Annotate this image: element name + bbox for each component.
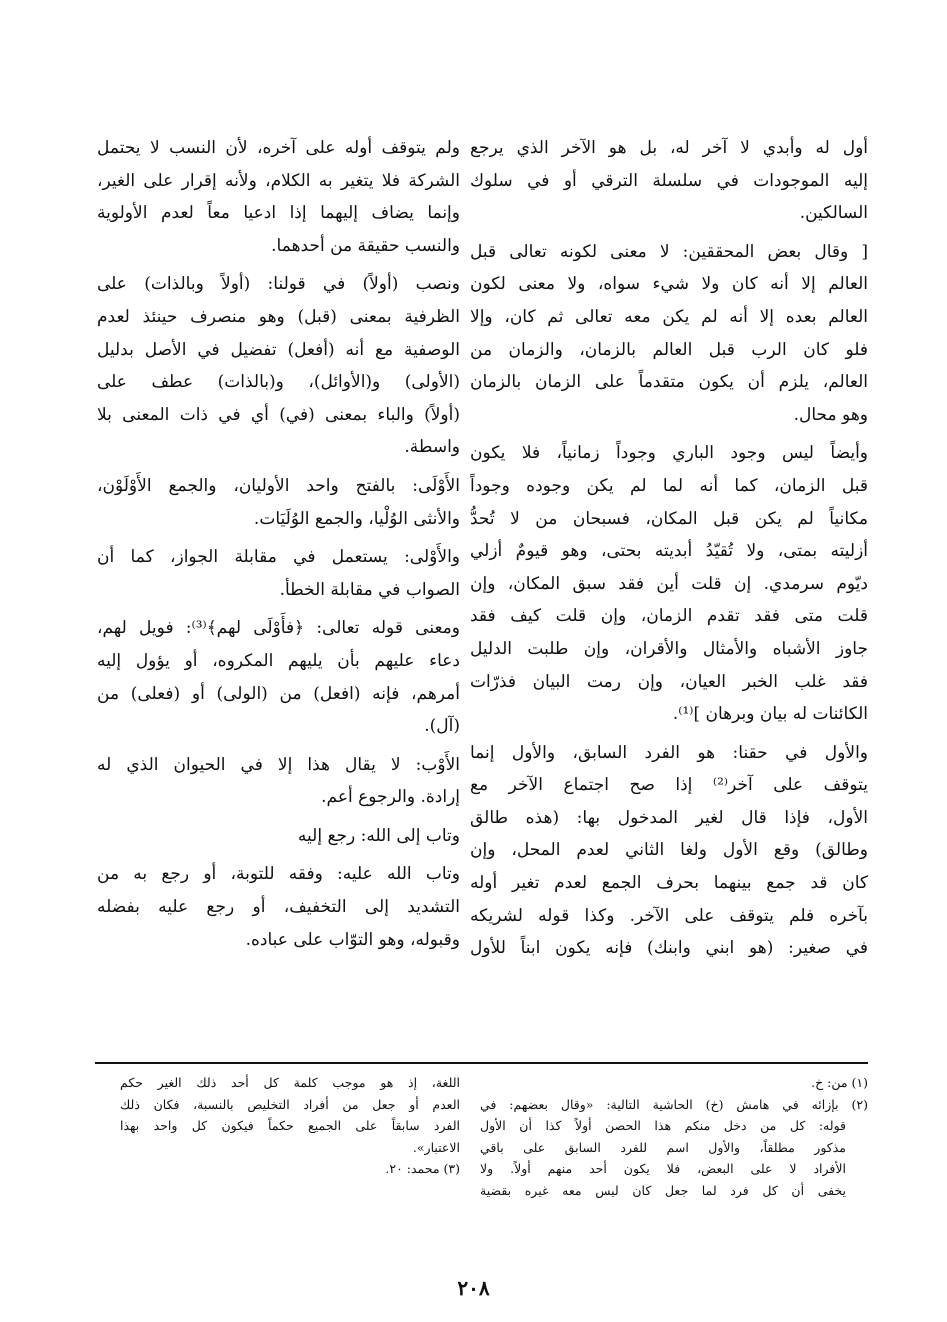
text-line: دعاء عليهم بأن يليهم المكروه، أو يؤول إليه: [97, 650, 460, 671]
text-line: الشركة فلا يتغير به الكلام، ولأنه إقرار على الغير،: [97, 170, 460, 191]
text-line: يخفى أن كل فرد لما جعل كان ليس معه غيره بقضية: [480, 1182, 846, 1198]
footnote: [480, 1094, 868, 1202]
text-line: الأفراد لا على البعض، فلا يكون أحد منهم أولاً. ولا: [480, 1161, 846, 1176]
text-line: والنسب حقيقة من أحدهما.: [271, 235, 460, 256]
text-line: العالم بعده إلا أنه لم يكن معه تعالى ثم كان، وإلا: [470, 306, 868, 327]
text-line: وتاب الله عليه: وفقه للتوبة، أو رجع به من: [97, 864, 460, 885]
footnotes-right-column: [480, 1072, 868, 1201]
text-line: الأَوْلَى: بالفتح واحد الأوليان، والجمع الأَوْلَوْن،: [97, 475, 460, 496]
text-line: الفرد سابقاً على الجميع حكماً فيكون كل واحد بهذا: [120, 1118, 460, 1133]
text-line: ولم يتوقف أوله على آخره، لأن النسب لا يحتمل: [97, 138, 460, 158]
text-line: مذكور مطلقاً، والأول اسم للفرد السابق على باقي: [480, 1139, 846, 1155]
text-line: العالم، يلزم أن يكون متقدماً على الزمان بالزمان: [470, 372, 868, 393]
paragraph: [470, 737, 868, 965]
text-line: الكائنات له بيان وبرهان ]⁽¹⁾.: [672, 704, 868, 725]
text-line: (٢) بإزائه في هامش (خ) الحاشية التالية: «وقال بعضهم: في: [480, 1096, 868, 1112]
text-line: أمرهم، فإنه (افعل) من (الولى) أو (فعلى) من: [97, 683, 460, 704]
text-line: وقبوله، وهو التوّاب على عباده.: [245, 929, 460, 950]
text-line: الاعتبار».: [412, 1139, 460, 1155]
text-line: الصواب في مقابلة الخطأ.: [279, 579, 460, 600]
text-line: قبل الزمان، كما أنه لما لم يكن وجوده وجوداً: [470, 475, 868, 496]
text-line: كان قد جمع بينهما بحرف الجمع لعدم تغير أوله: [470, 873, 868, 894]
paragraph: [97, 820, 460, 853]
paragraph: [97, 268, 460, 464]
text-line: التشديد إلى التخفيف، أو رجع عليه بفضله: [97, 897, 460, 918]
paragraph: [97, 858, 460, 956]
page-number: ٢٠٨: [457, 1276, 490, 1300]
text-line: وطالق) وقع الأول ولغا الثاني لعدم المحل، وإن: [470, 840, 868, 861]
main-text-left-column: [97, 132, 460, 956]
text-line: (١) من: خ.: [811, 1075, 868, 1090]
text-line: فقد غلب الخبر العيان، وإن رمت البيان فذرّات: [470, 671, 868, 692]
text-line: ونصب (أولاً) في قولنا: (أولاً وبالذات) على: [97, 274, 460, 295]
text-line: (آل).: [424, 716, 460, 737]
paragraph: [470, 437, 868, 730]
text-line: (الأولى) و(الأوائل)، و(بالذات) عطف على: [97, 372, 460, 393]
text-line: في صغير: (هو ابني وابنك) فإنه يكون ابناً للأول: [470, 938, 868, 959]
paragraph: [97, 470, 460, 535]
text-line: (٣) محمد: ٢٠.: [385, 1161, 460, 1176]
text-line: يتوقف على آخر⁽²⁾ إذا صح اجتماع الآخر مع: [470, 775, 869, 796]
text-line: [ وقال بعض المحققين: لا معنى لكونه تعالى قبل: [470, 241, 868, 262]
text-line: الوصفية مع أنه (أفعل) تفضيل في الأصل بدليل: [97, 339, 460, 360]
text-line: جاوز الأشباه والأمثال والأقران، وإن طلبت الدليل: [470, 638, 868, 659]
text-line: وأيضاً ليس وجود الباري وجوداً زمانياً، فلا يكون: [470, 443, 868, 464]
text-line: مكانياً لم يكن قبل المكان، فسبحان من لا تُحدُّ: [470, 508, 868, 529]
paragraph: [97, 541, 460, 606]
text-line: الأول، فإذا قال لغير المدخول بها: (هذه طالق: [470, 807, 868, 828]
paragraph: [97, 132, 460, 262]
text-line: واسطة.: [404, 437, 460, 458]
text-line: بآخره فلم يتوقف على الآخر. وكذا قوله لشريكه: [470, 905, 868, 926]
footnote: [480, 1072, 868, 1094]
main-text-right-column: [470, 132, 868, 965]
text-line: الأَوْب: لا يقال هذا إلا في الحيوان الذي له: [97, 754, 460, 775]
text-line: العدم أو جعل من أفراد التخليص بالنسبة، فكان ذلك: [120, 1096, 460, 1112]
paragraph: [97, 612, 460, 742]
text-line: (أولاً) والباء بمعنى (في) أي في ذات المعنى بلا: [97, 404, 460, 425]
text-line: والأَوْلى: يستعمل في مقابلة الجواز، كما أن: [97, 547, 460, 568]
text-line: اللغة، إذ هو موجب كلمة كل أحد ذلك الغير حكم: [120, 1075, 460, 1090]
text-line: وهو محال.: [793, 404, 868, 425]
text-line: السالكين.: [799, 203, 868, 224]
text-line: ومعنى قوله تعالى: ﴿فأَوْلَى لهم﴾⁽³⁾: فويل لهم،: [97, 618, 460, 639]
footnote-separator: [95, 1062, 868, 1064]
text-line: أزليته بمتى، ولا تُقيّدُ أبديته بحتى، وهو قيومٌ أزلي: [470, 541, 868, 562]
paragraph: [97, 749, 460, 814]
footnotes-left-column: [120, 1072, 460, 1180]
text-line: وإنما يضاف إليهما إذا ادعيا معاً لعدم الأولوية: [97, 203, 460, 224]
text-line: العالم إلا أنه كان ولا شيء سواه، ولا معنى لكون: [470, 274, 868, 295]
footnote: [120, 1072, 460, 1158]
text-line: قوله: كل من دخل منكم هذا الحصن أولاً كذا أن الأول: [480, 1118, 846, 1133]
text-line: إليه الموجودات في سلسلة الترقي أو في سلوك: [470, 170, 868, 191]
text-line: ديّوم سرمدي. إن قلت أين فقد سبق المكان، وإن: [470, 573, 868, 594]
text-line: الظرفية بمعنى (قبل) وهو منصرف حينئذ لعدم: [97, 306, 460, 327]
paragraph: [470, 132, 868, 230]
text-line: والأول في حقنا: هو الفرد السابق، والأول إنما: [470, 742, 868, 763]
text-line: وتاب إلى الله: رجع إليه: [297, 825, 460, 846]
text-line: أول له وأبدي لا آخر له، بل هو الآخر الذي يرجع: [470, 138, 868, 158]
text-line: فلو كان الرب قبل العالم بالزمان، والزمان من: [470, 339, 868, 360]
text-line: والأنثى الوُلْيا، والجمع الوُلَيَات.: [253, 508, 460, 529]
footnote: [120, 1158, 460, 1180]
paragraph: [470, 236, 868, 432]
text-line: قلت متى فقد تقدم الزمان، وإن قلت كيف فقد: [470, 606, 868, 627]
text-line: إرادة. والرجوع أعم.: [321, 787, 460, 808]
